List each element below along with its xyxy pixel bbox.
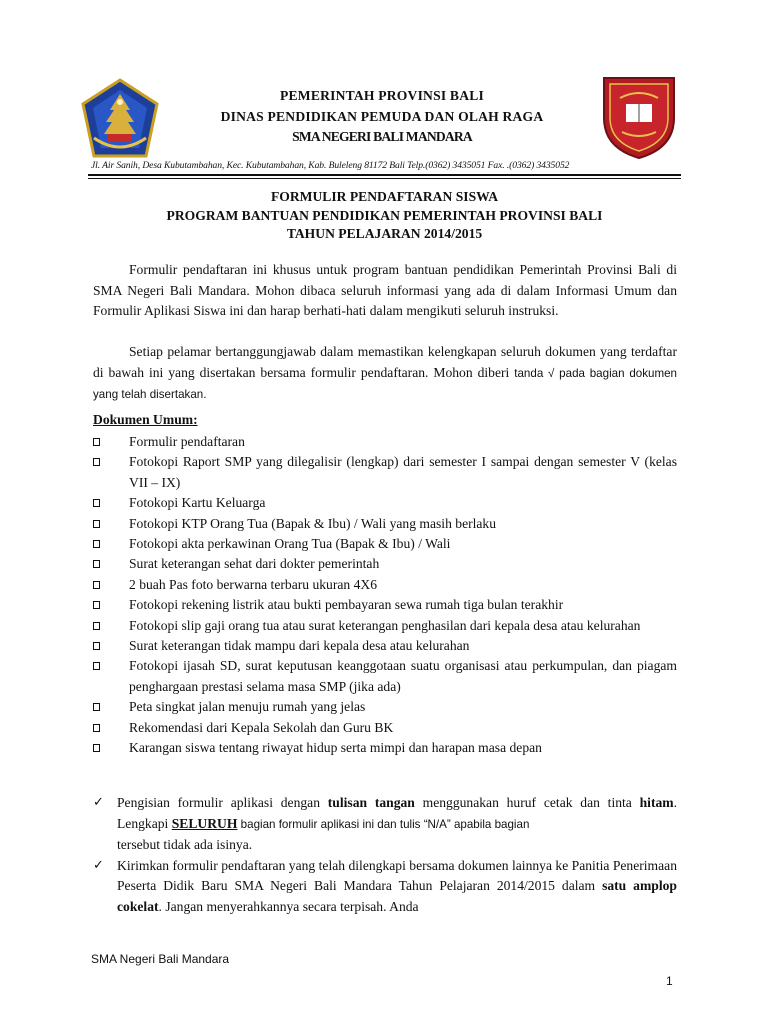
- checklist-item: [93, 534, 677, 554]
- form-title: [88, 188, 681, 244]
- checklist-item-label: Karangan siswa tentang riwayat hidup serta mimpi dan harapan masa depan: [129, 740, 542, 756]
- documents-checklist: [93, 432, 677, 759]
- letterhead: [170, 86, 594, 148]
- checklist-item: [93, 595, 677, 615]
- instructions-list: [93, 793, 677, 918]
- checklist-item-label: Surat keterangan sehat dari dokter pemerintah: [129, 556, 380, 572]
- instruction-emphasis: SELURUH: [171, 815, 238, 831]
- checklist-item: [93, 636, 677, 656]
- checkbox[interactable]: [93, 540, 100, 548]
- checklist-item-label: Fotokopi Raport SMP yang dilegalisir (lengkap) dari semester I sampai dengan semester V (kelas VII – IX): [129, 454, 677, 490]
- checklist-item: [93, 575, 677, 595]
- check-mark-icon: ✓: [93, 857, 104, 873]
- header-divider-thin: [88, 178, 681, 179]
- checklist-item: [93, 718, 677, 738]
- intro-paragraph-2-text: Setiap pelamar bertanggungjawab dalam memastikan kelengkapan seluruh dokumen yang terdaftar di bawah ini yang disertakan bersama formulir pendaftaran. Mohon diberi: [93, 344, 677, 380]
- form-title-line-3: TAHUN PELAJARAN 2014/2015: [286, 226, 483, 242]
- checklist-item: [93, 493, 677, 513]
- checklist-item-label: Rekomendasi dari Kepala Sekolah dan Guru BK: [129, 719, 394, 735]
- header-department: DINAS PENDIDIKAN PEMUDA DAN OLAH RAGA: [220, 108, 544, 124]
- checklist-item: [93, 554, 677, 574]
- checkbox[interactable]: [93, 438, 100, 446]
- instruction-text: . Lengkapi: [117, 795, 677, 831]
- instruction-handwriting: [93, 793, 677, 856]
- header-government: PEMERINTAH PROVINSI BALI: [280, 88, 484, 103]
- page-number: 1: [666, 974, 673, 988]
- intro-paragraph-1: Formulir pendaftaran ini khusus untuk program bantuan pendidikan Pemerintah Provinsi Bali di SMA Negeri Bali Mandara. Mohon dibaca seluruh informasi yang ada di dalam Informasi Umum dan Formulir Aplikasi Siswa ini dan harap berhati-hati dalam mengikuti seluruh instruksi.: [93, 262, 677, 319]
- checkbox[interactable]: [93, 622, 100, 630]
- checklist-item: [93, 616, 677, 636]
- bali-province-emblem-icon: [80, 78, 160, 160]
- checklist-item-label: Peta singkat jalan menuju rumah yang jelas: [129, 699, 366, 715]
- intro-paragraph-2: [93, 342, 677, 406]
- checklist-item: [93, 738, 677, 758]
- instruction-text: Kirimkan formulir pendaftaran yang telah dilengkapi bersama dokumen lainnya ke Panitia Penerimaan Peserta Didik Baru SMA Negeri Bali Mandara Tahun Pelajaran 2014/2015 dalam: [117, 857, 677, 894]
- checkbox[interactable]: [93, 744, 100, 752]
- checklist-item-label: 2 buah Pas foto berwarna terbaru ukuran 4X6: [129, 576, 378, 592]
- header-address: Jl. Air Sanih, Desa Kubutambahan, Kec. Kubutambahan, Kab. Buleleng 81172 Bali Telp.(0362) 3435051 Fax. .(0362) 3435052: [91, 160, 570, 171]
- instruction-text: Pengisian formulir aplikasi dengan: [117, 795, 328, 810]
- checklist-item-label: Fotokopi slip gaji orang tua atau surat keterangan penghasilan dari kepala desa atau kelurahan: [129, 617, 641, 633]
- checkbox[interactable]: [93, 642, 100, 650]
- checklist-item-label: Fotokopi rekening listrik atau bukti pembayaran sewa rumah tiga bulan terakhir: [129, 597, 564, 613]
- form-title-line-1: FORMULIR PENDAFTARAN SISWA: [270, 189, 499, 204]
- instruction-text-sans: bagian formulir aplikasi ini dan tulis “N/A” apabila bagian: [237, 817, 530, 831]
- instruction-text: tersebut tidak ada isinya.: [117, 837, 253, 853]
- checkbox[interactable]: [93, 560, 100, 568]
- checkbox[interactable]: [93, 499, 100, 507]
- check-mark-icon: ✓: [93, 795, 104, 810]
- intro-paragraph-2-instruction: tanda √ pada bagian dokumen yang telah disertakan.: [93, 366, 678, 402]
- checklist-item: [93, 452, 677, 493]
- documents-heading: Dokumen Umum:: [93, 412, 198, 427]
- checkbox[interactable]: [93, 520, 100, 528]
- instruction-emphasis: hitam: [639, 795, 674, 810]
- checkbox[interactable]: [93, 703, 100, 711]
- header-school: SMA NEGERI BALI MANDARA: [292, 129, 472, 144]
- checkbox[interactable]: [93, 458, 100, 466]
- instruction-emphasis: tulisan tangan: [327, 795, 415, 810]
- header-divider-thick: [88, 174, 681, 176]
- checklist-item-label: Fotokopi KTP Orang Tua (Bapak & Ibu) / Wali yang masih berlaku: [129, 515, 497, 531]
- form-title-line-2: PROGRAM BANTUAN PENDIDIKAN PEMERINTAH PROVINSI BALI: [166, 207, 603, 223]
- checklist-item: [93, 656, 677, 697]
- checklist-item: [93, 514, 677, 534]
- footer-school-name: SMA Negeri Bali Mandara: [91, 952, 230, 966]
- instruction-text: menggunakan huruf cetak dan tinta: [414, 795, 640, 810]
- checklist-item-label: Formulir pendaftaran: [129, 434, 245, 449]
- checklist-item: [93, 697, 677, 717]
- checklist-item-label: Surat keterangan tidak mampu dari kepala desa atau kelurahan: [129, 638, 470, 654]
- checkbox[interactable]: [93, 724, 100, 732]
- checklist-item-label: Fotokopi akta perkawinan Orang Tua (Bapak & Ibu) / Wali: [129, 536, 451, 552]
- checkbox[interactable]: [93, 662, 100, 670]
- instruction-submission: [93, 856, 677, 918]
- checklist-item: [93, 432, 677, 452]
- instruction-text: . Jangan menyerahkannya secara terpisah. Anda: [158, 898, 419, 914]
- instruction-emphasis: satu amplop cokelat: [117, 878, 677, 914]
- checkbox[interactable]: [93, 601, 100, 609]
- checklist-item-label: Fotokopi Kartu Keluarga: [129, 495, 266, 511]
- sma-bali-mandara-logo-icon: [598, 74, 680, 160]
- checkbox[interactable]: [93, 581, 100, 589]
- checklist-item-label: Fotokopi ijasah SD, surat keputusan keanggotaan suatu organisasi atau perkumpulan, dan piagam penghargaan prestasi selama masa SMP (jika ada): [129, 658, 677, 694]
